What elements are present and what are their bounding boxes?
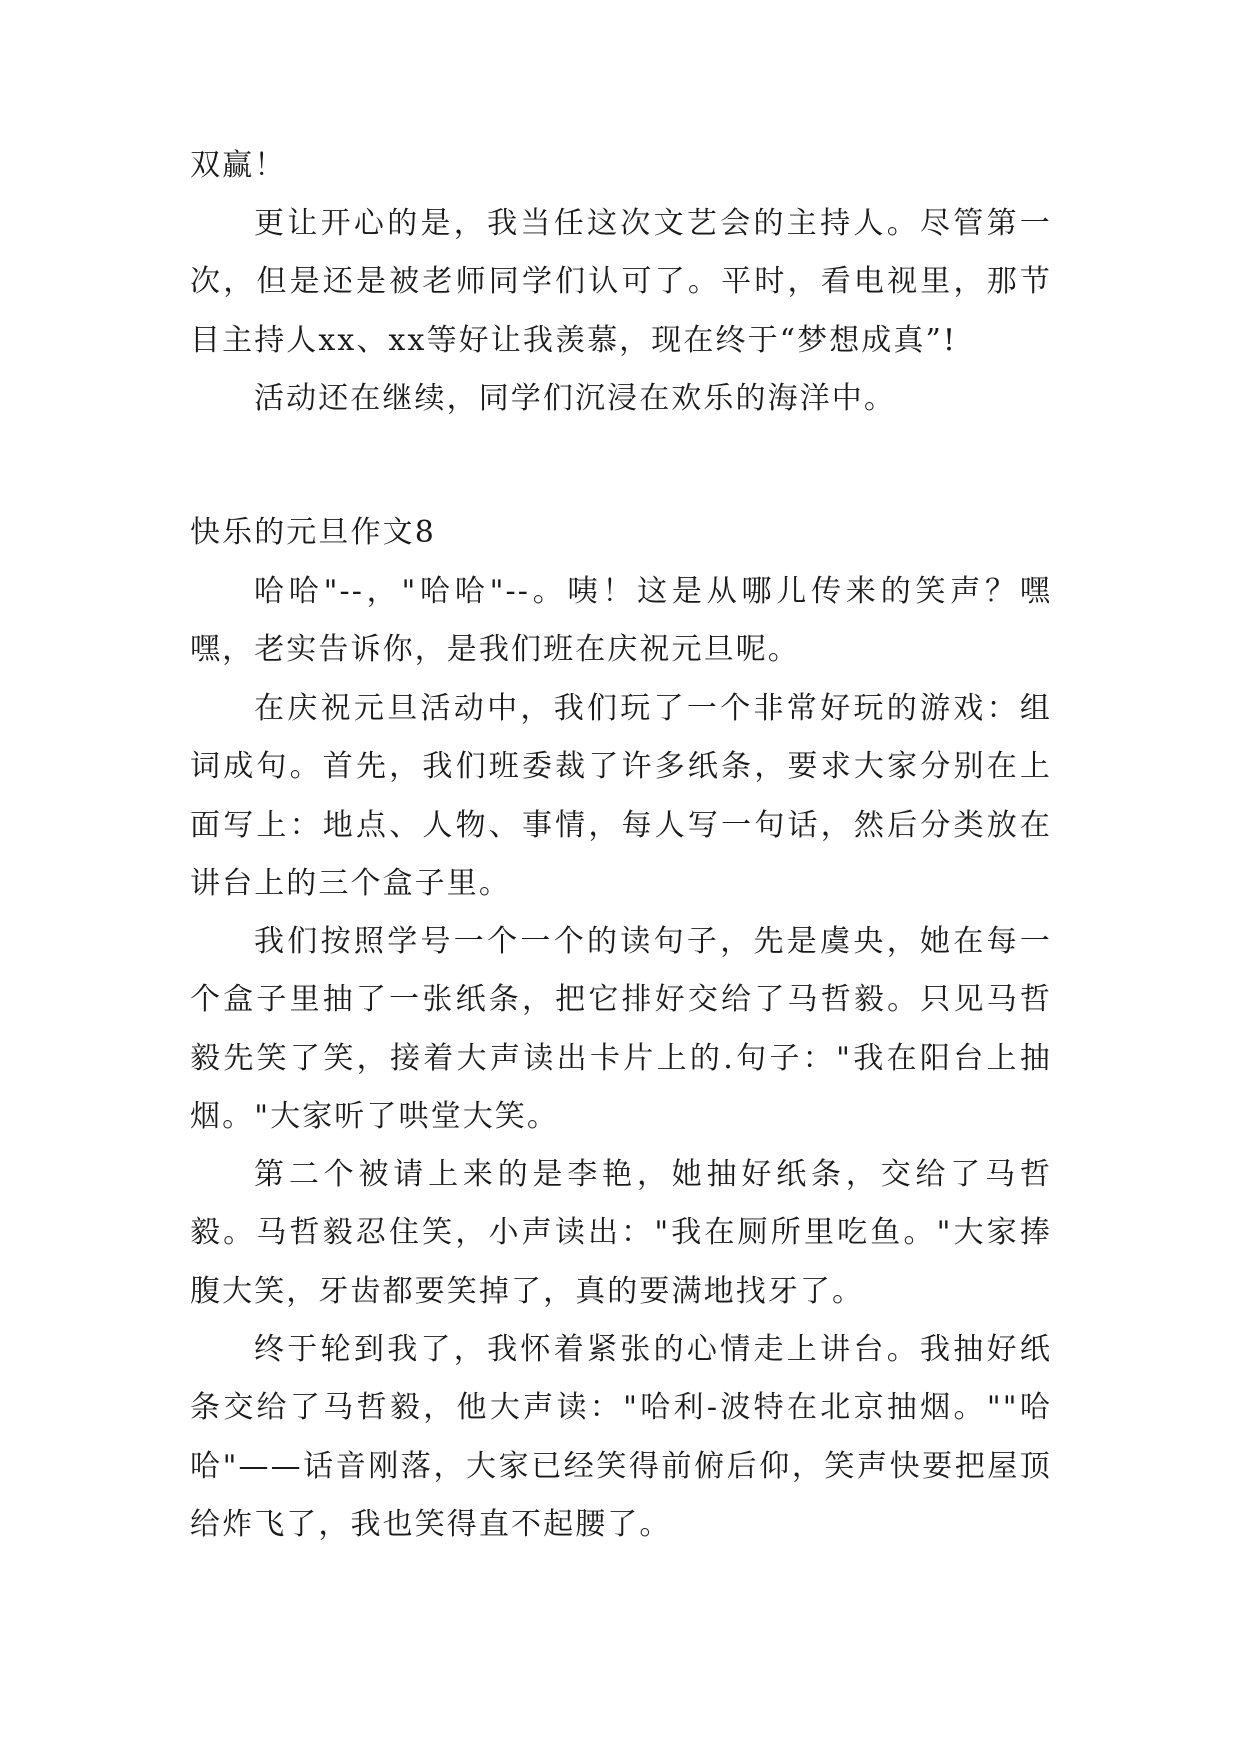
paragraph-game-intro: 在庆祝元旦活动中，我们玩了一个非常好玩的游戏：组词成句。首先，我们班委裁了许多纸条，要求大家分别在上面写上：地点、人物、事情，每人写一句话，然后分类放在讲台上的三个盒子里。 [190, 691, 1052, 902]
paragraph-my-turn: 终于轮到我了，我怀着紧张的心情走上讲台。我抽好纸条交给了马哲毅，他大声读："哈利-波特在北京抽烟。""哈哈"——话音刚落，大家已经笑得前俯后仰，笑声快要把屋顶给炸飞了，我也笑得直不起腰了。 [190, 1332, 1052, 1543]
paragraph-first-reader: 我们按照学号一个一个的读句子，先是虞央，她在每一个盒子里抽了一张纸条，把它排好交给了马哲毅。只见马哲毅先笑了笑，接着大声读出卡片上的.句子："我在阳台上抽烟。"大家听了哄堂大笑。 [190, 924, 1052, 1135]
paragraph-host: 更让开心的是，我当任这次文艺会的主持人。尽管第一次，但是还是被老师同学们认可了。平时，看电视里，那节目主持人xx、xx等好让我羡慕，现在终于“梦想成真”! [190, 206, 1052, 358]
paragraph-laughter: 哈哈"--，"哈哈"--。咦！这是从哪儿传来的笑声？嘿嘿，老实告诉你，是我们班在庆祝元旦呢。 [190, 574, 1052, 668]
paragraph-second-reader: 第二个被请上来的是李艳，她抽好纸条，交给了马哲毅。马哲毅忍住笑，小声读出："我在厕所里吃鱼。"大家捧腹大笑，牙齿都要笑掉了，真的要满地找牙了。 [190, 1157, 1052, 1309]
paragraph-activity: 活动还在继续，同学们沉浸在欢乐的海洋中。 [254, 381, 896, 416]
paragraph-ending: 双赢！ [190, 148, 287, 183]
essay-title: 快乐的元旦作文8 [190, 515, 436, 550]
